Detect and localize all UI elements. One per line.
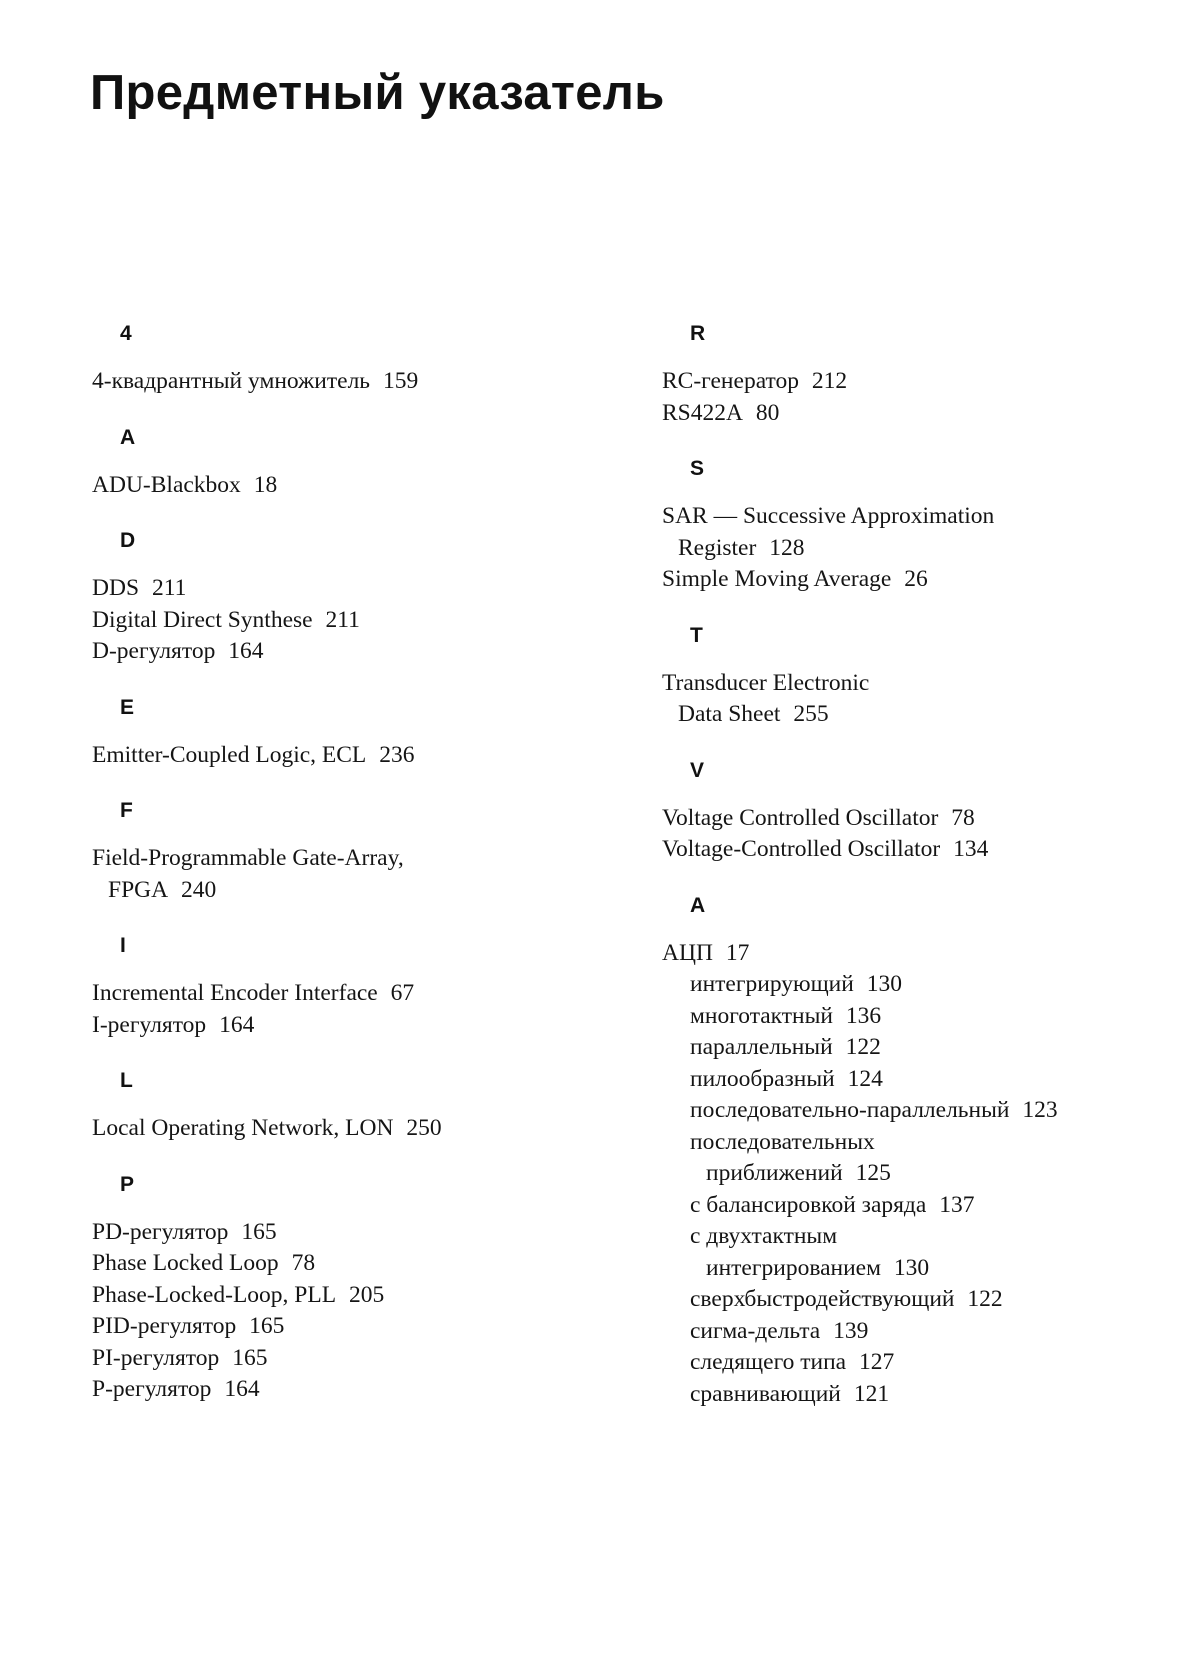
letter-group (92, 694, 632, 772)
letter-heading: V (690, 758, 705, 782)
entry-term: Phase Locked Loop (92, 1250, 279, 1276)
entry-term: многотактный (690, 1002, 833, 1029)
index-subentry (662, 1221, 1192, 1284)
entry-page-number: 139 (833, 1317, 869, 1344)
index-subentry (662, 1095, 1192, 1127)
letter-group (662, 320, 1192, 429)
entry-term: P-регулятор (92, 1376, 212, 1402)
entry-term: Emitter-Coupled Logic, ECL (92, 741, 367, 768)
entry-term: последовательных (690, 1128, 875, 1155)
index-subentry (662, 1190, 1192, 1222)
entry-page-number: 164 (224, 1376, 260, 1402)
entry-page-number: 123 (1022, 1097, 1058, 1123)
entry-page-number: 159 (382, 368, 419, 394)
entry-line (690, 1032, 1192, 1064)
index-entry (662, 398, 1192, 430)
entry-term: с балансировкой заряда (690, 1191, 927, 1218)
entry-term: следящего типа (690, 1349, 847, 1375)
letter-heading: I (120, 934, 126, 957)
entry-term: Register (678, 534, 757, 561)
entry-term: PD-регулятор (92, 1218, 229, 1245)
entry-page-number: 134 (953, 836, 989, 862)
entry-term: Voltage-Controlled Oscillator (662, 836, 941, 862)
index-entry (92, 1217, 632, 1249)
entry-line (92, 843, 632, 875)
entry-term: последовательно-параллельный (690, 1097, 1010, 1123)
letter-heading: S (690, 457, 705, 480)
entry-page-number: 255 (793, 701, 829, 727)
entry-line (662, 699, 1192, 731)
letter-group (662, 892, 1192, 1411)
entry-page-number: 130 (866, 971, 902, 997)
letter-heading: P (120, 1172, 135, 1196)
entry-line (690, 1190, 1192, 1222)
entry-term: приближений (706, 1160, 843, 1186)
index-entry-list (92, 978, 632, 1041)
entry-page-number: 165 (232, 1344, 268, 1371)
index-entry-list (92, 740, 632, 772)
entry-page-number: 127 (859, 1349, 895, 1375)
letter-group (92, 527, 632, 668)
entry-term: ADU-Blackbox (92, 471, 241, 498)
index-entry (92, 636, 632, 668)
index-subentry (662, 1379, 1192, 1411)
letter-heading: А (690, 893, 706, 917)
entry-page-number: 137 (939, 1191, 975, 1218)
entry-term: RS422A (662, 399, 743, 426)
letter-group (92, 1067, 632, 1145)
entry-term: Simple Moving Average (662, 566, 892, 592)
index-entry (92, 1113, 632, 1145)
entry-line (662, 834, 1192, 866)
entry-term: Phase-Locked-Loop, PLL (92, 1281, 337, 1308)
entry-page-number: 17 (725, 939, 750, 966)
entry-line (690, 1095, 1192, 1127)
entry-line (662, 366, 1192, 398)
entry-line (92, 470, 632, 502)
letter-group (92, 1171, 632, 1406)
index-subentry (662, 969, 1192, 1001)
entry-line (662, 501, 1192, 533)
entry-line (690, 1158, 1192, 1190)
entry-page-number: 78 (291, 1250, 316, 1276)
entry-line (92, 605, 632, 637)
entry-page-number: 164 (219, 1011, 255, 1038)
entry-line (690, 1253, 1192, 1285)
index-entry (662, 803, 1192, 835)
entry-line (92, 1217, 632, 1249)
entry-line (662, 533, 1192, 565)
letter-group (92, 424, 632, 502)
entry-term: Digital Direct Synthese (92, 606, 313, 633)
entry-term: SAR — Successive Approximation (662, 503, 995, 529)
entry-term: пилообразный (690, 1065, 835, 1092)
letter-heading: 4 (120, 322, 132, 345)
index-entry (662, 834, 1192, 866)
letter-group (662, 757, 1192, 866)
entry-line (690, 1127, 1192, 1159)
entry-line (92, 740, 632, 772)
index-entry (92, 1010, 632, 1042)
index-entry (92, 1280, 632, 1312)
letter-heading: R (690, 322, 706, 345)
index-subentry (662, 1316, 1192, 1348)
entry-page-number: 250 (406, 1115, 442, 1141)
letter-group (662, 622, 1192, 731)
entry-page-number: 80 (755, 399, 780, 426)
letter-heading: A (120, 425, 136, 449)
index-entry-list (662, 938, 1192, 1411)
index-subentry (662, 1347, 1192, 1379)
index-entry (92, 978, 632, 1010)
entry-line (690, 1064, 1192, 1096)
entry-page-number: 124 (847, 1065, 883, 1092)
entry-page-number: 165 (241, 1218, 277, 1245)
index-entry-list (92, 843, 632, 906)
entry-page-number: 164 (228, 638, 264, 664)
entry-term: Data Sheet (678, 701, 781, 727)
entry-line (92, 1311, 632, 1343)
entry-line (690, 1284, 1192, 1316)
entry-term: FPGA (108, 876, 169, 903)
entry-line (662, 668, 1192, 700)
entry-page-number: 18 (253, 471, 278, 498)
entry-term: DDS (92, 575, 140, 601)
index-subentry (662, 1127, 1192, 1190)
letter-group (92, 932, 632, 1041)
entry-term: сверхбыстродействующий (690, 1286, 955, 1312)
entry-page-number: 130 (893, 1254, 930, 1281)
letter-heading: D (120, 529, 136, 552)
entry-term: I-регулятор (92, 1011, 207, 1038)
index-column-right (662, 320, 1192, 1410)
entry-line (690, 1316, 1192, 1348)
entry-line (92, 875, 632, 907)
index-entry (92, 1248, 632, 1280)
index-entry-list (662, 668, 1192, 731)
entry-term: интегрированием (706, 1254, 881, 1281)
letter-heading: L (120, 1069, 133, 1092)
index-entry (92, 1343, 632, 1375)
entry-line (92, 636, 632, 668)
index-entry (92, 366, 632, 398)
entry-page-number: 78 (951, 804, 975, 831)
index-entry-list (662, 366, 1192, 429)
entry-line (690, 969, 1192, 1001)
entry-line (662, 398, 1192, 430)
index-entry-list (92, 470, 632, 502)
entry-line (662, 564, 1192, 596)
entry-page-number: 211 (325, 606, 360, 633)
entry-line (92, 1113, 632, 1145)
entry-line (690, 1221, 1192, 1253)
letter-heading: T (690, 623, 703, 647)
letter-heading: E (120, 695, 135, 719)
index-entry-list (92, 366, 632, 398)
letter-group (662, 455, 1192, 596)
entry-term: сравнивающий (690, 1380, 841, 1407)
entry-term: АЦП (662, 939, 713, 966)
entry-line (92, 1010, 632, 1042)
entry-page-number: 240 (181, 876, 217, 903)
entry-line (92, 978, 632, 1010)
entry-page-number: 236 (379, 741, 415, 768)
entry-term: Voltage Controlled Oscillator (662, 804, 939, 831)
entry-term: D-регулятор (92, 638, 216, 664)
index-entry (92, 1374, 632, 1406)
entry-line (92, 1280, 632, 1312)
entry-line (690, 1347, 1192, 1379)
index-entry (92, 740, 632, 772)
entry-page-number: 205 (349, 1281, 385, 1308)
letter-heading: F (120, 799, 133, 822)
entry-term: Incremental Encoder Interface (92, 980, 378, 1006)
letter-group (92, 797, 632, 906)
index-entry-list (662, 501, 1192, 596)
index-entry (662, 938, 1192, 970)
entry-term: PID-регулятор (92, 1313, 237, 1339)
entry-page-number: 67 (390, 980, 415, 1006)
page-title: Предметный указатель (90, 66, 665, 120)
entry-line (92, 1248, 632, 1280)
entry-term: Local Operating Network, LON (92, 1115, 394, 1141)
entry-term: с двухтактным (690, 1223, 838, 1249)
index-entry (92, 470, 632, 502)
entry-term: интегрирующий (690, 971, 854, 997)
index-entry (92, 605, 632, 637)
entry-line (662, 803, 1192, 835)
entry-page-number: 122 (967, 1286, 1003, 1312)
letter-group (92, 320, 632, 398)
entry-term: Field-Programmable Gate-Array, (92, 845, 404, 871)
entry-line (690, 1001, 1192, 1033)
entry-term: сигма-дельта (690, 1317, 821, 1344)
index-entry (662, 501, 1192, 564)
entry-term: Transducer Electronic (662, 669, 870, 696)
entry-line (662, 938, 1192, 970)
entry-term: RC-генератор (662, 368, 799, 394)
index-entry (662, 668, 1192, 731)
entry-page-number: 212 (811, 368, 848, 394)
index-column-left (92, 320, 632, 1406)
entry-line (92, 1374, 632, 1406)
entry-page-number: 128 (769, 534, 805, 561)
index-subentry (662, 1064, 1192, 1096)
index-subentry (662, 1284, 1192, 1316)
entry-page-number: 122 (845, 1034, 881, 1060)
entry-line (92, 573, 632, 605)
entry-line (690, 1379, 1192, 1411)
entry-term: 4-квадрантный умножитель (92, 368, 371, 394)
index-entry (662, 564, 1192, 596)
index-entry-list (92, 1217, 632, 1406)
entry-page-number: 165 (249, 1313, 285, 1339)
entry-page-number: 211 (151, 575, 187, 601)
index-entry-list (92, 1113, 632, 1145)
entry-page-number: 26 (904, 566, 928, 592)
index-entry-list (92, 573, 632, 668)
entry-term: PI-регулятор (92, 1344, 220, 1371)
entry-term: параллельный (690, 1034, 833, 1060)
entry-page-number: 136 (845, 1002, 882, 1029)
entry-page-number: 121 (853, 1380, 890, 1407)
index-entry (662, 366, 1192, 398)
entry-line (92, 1343, 632, 1375)
entry-page-number: 125 (855, 1160, 891, 1186)
index-entry (92, 1311, 632, 1343)
entry-line (92, 366, 632, 398)
index-entry (92, 843, 632, 906)
index-entry (92, 573, 632, 605)
index-subentry (662, 1032, 1192, 1064)
index-subentry (662, 1001, 1192, 1033)
index-entry-list (662, 803, 1192, 866)
